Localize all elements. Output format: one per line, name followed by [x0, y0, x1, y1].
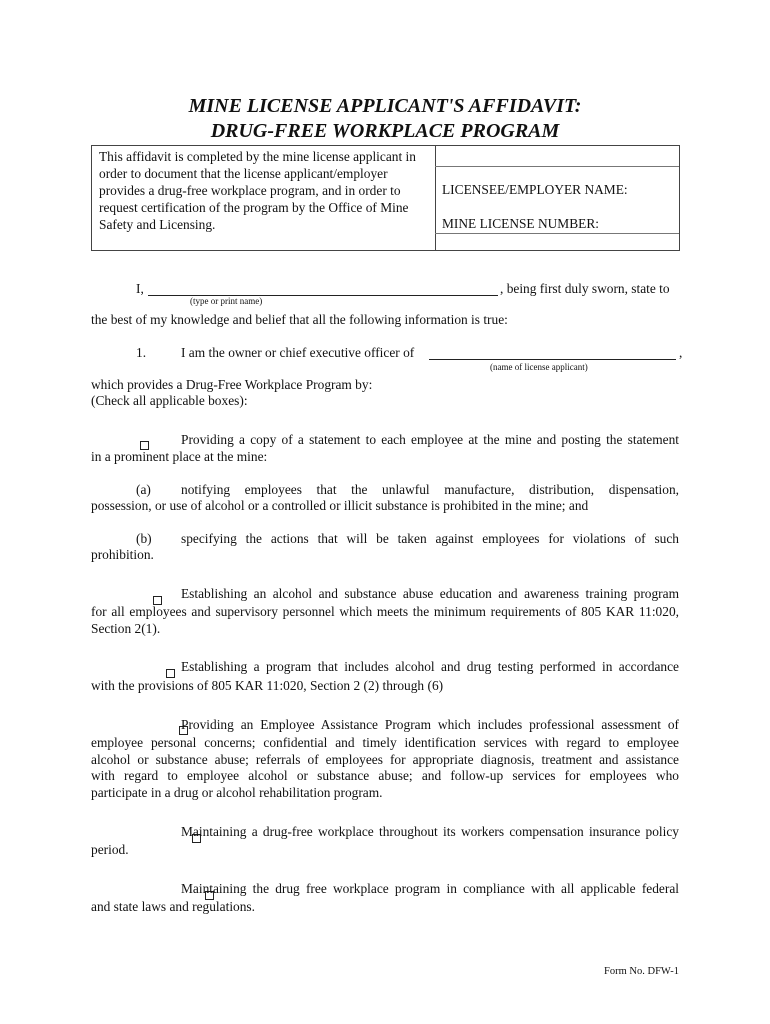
sworn-suffix: , being first duly sworn, state to [500, 281, 670, 296]
option-assistance-line5: participate in a drug or alcohol rehabilitation program. [91, 785, 383, 800]
intro-text-line: This affidavit is completed by the mine license applicant in [99, 149, 416, 164]
applicant-hint: (name of license applicant) [490, 362, 588, 372]
option-assistance-line3: alcohol or substance abuse; referrals of employees for appropriate diagnosis, treatment and assistance [91, 752, 679, 767]
intro-text-line: order to document that the license applicant/employer [99, 166, 388, 181]
option-statement-line2: in a prominent place at the mine: [91, 449, 268, 464]
option-compliance-line1: Maintaining the drug free workplace program in compliance with all applicable federal [181, 881, 679, 896]
license-number-label: MINE LICENSE NUMBER: [442, 216, 599, 231]
subitem-a-label: (a) [136, 482, 151, 497]
form-number: Form No. DFW-1 [604, 966, 679, 977]
sworn-prefix: I, [136, 281, 144, 296]
option-education-line3: Section 2(1). [91, 621, 161, 636]
subitem-a-line2: possession, or use of alcohol or a controlled or illicit substance is prohibited in the mine; and [91, 498, 589, 513]
box-rule-bottom [435, 233, 679, 234]
option-statement-line1: Providing a copy of a statement to each employee at the mine and posting the statement [181, 432, 679, 447]
option-assistance-line1: Providing an Employee Assistance Program which includes professional assessment of [181, 717, 679, 732]
applicant-name-line[interactable] [148, 280, 498, 296]
intro-text [99, 148, 416, 233]
option-compliance-line2: and state laws and regulations. [91, 899, 255, 914]
intro-text-line: Safety and Licensing. [99, 217, 216, 232]
item1-number: 1. [136, 345, 147, 360]
document-title-line2: DRUG-FREE WORKPLACE PROGRAM [210, 120, 560, 142]
item1-trailing-comma: , [679, 345, 683, 360]
item1-line3: (Check all applicable boxes): [91, 393, 248, 408]
option-assistance-line4: with regard to employee alcohol or substance abuse; and follow-up services for employees who [91, 768, 679, 783]
sworn-continuation: the best of my knowledge and belief that all the following information is true: [91, 312, 508, 327]
option-testing-line2: with the provisions of 805 KAR 11:020, Section 2 (2) through (6) [91, 678, 444, 693]
option-education-line2: for all employees and supervisory personnel which meets the minimum requirements of 805 KAR 11:020, [91, 604, 679, 619]
item1-text: I am the owner or chief executive officer of [181, 345, 415, 360]
option-education-line1: Establishing an alcohol and substance abuse education and awareness training program [181, 586, 679, 601]
name-hint: (type or print name) [190, 296, 263, 306]
license-applicant-name-line[interactable] [429, 344, 676, 360]
licensee-name-label: LICENSEE/EMPLOYER NAME: [442, 182, 628, 197]
option-assistance-line2: employee personal concerns; confidential and timely identification services with regard to employee [91, 735, 679, 750]
subitem-b-line2: prohibition. [91, 547, 154, 562]
option-testing-line1: Establishing a program that includes alcohol and drug testing performed in accordance [181, 659, 679, 674]
box-divider [435, 146, 436, 250]
intro-text-line: request certification of the program by the Office of Mine [99, 200, 409, 215]
intro-box [91, 145, 680, 251]
subitem-b-line1: specifying the actions that will be taken against employees for violations of such [181, 531, 679, 546]
document-title-line1: MINE LICENSE APPLICANT'S AFFIDAVIT: [188, 95, 582, 117]
option-workers-comp-line1: Maintaining a drug-free workplace throughout its workers compensation insurance policy [181, 824, 679, 839]
item1-line2: which provides a Drug-Free Workplace Program by: [91, 377, 373, 392]
intro-text-line: provides a drug-free workplace program, and in order to [99, 183, 401, 198]
subitem-b-label: (b) [136, 531, 152, 546]
option-workers-comp-line2: period. [91, 842, 129, 857]
subitem-a-line1: notifying employees that the unlawful manufacture, distribution, dispensation, [181, 482, 679, 497]
box-rule-top [435, 166, 679, 167]
